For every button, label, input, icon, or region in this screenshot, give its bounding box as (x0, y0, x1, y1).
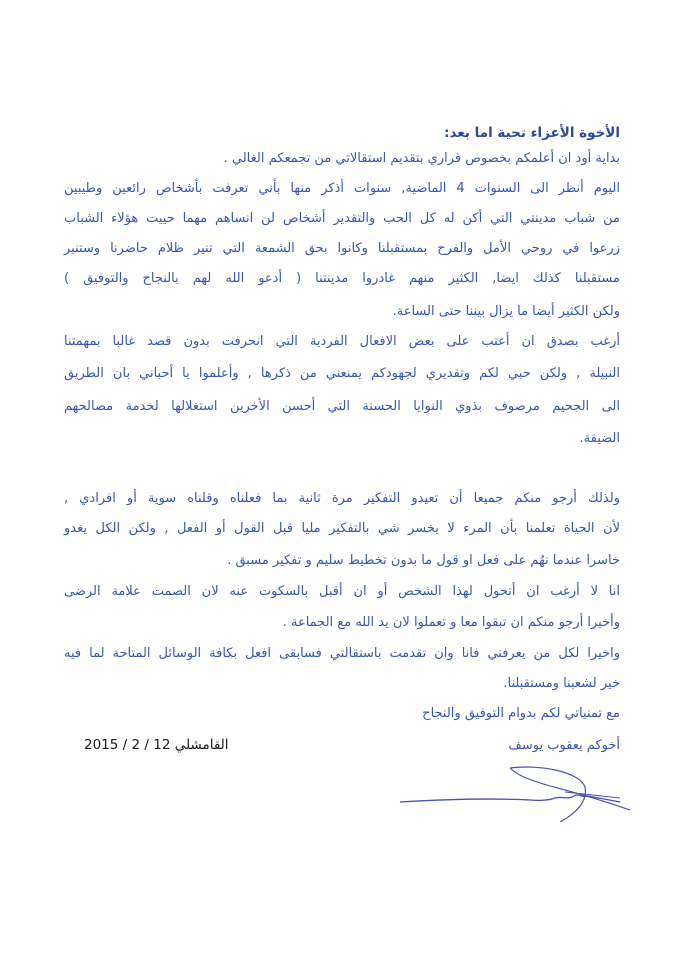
sender-name: أخوكم يعقوب يوسف (508, 738, 620, 753)
letter-line: انا لا أرغب ان أتحول لهذا الشخص أو ان أقبل بالسكوت عنه لان الصمت علامة الرضى (64, 584, 620, 599)
letter-line: الى الجحيم مرصوف بذوي النوايا الحسنة التي أحسن الأخرين استغلالها لخدمة مصالحهم (64, 399, 620, 414)
letter-line: اليوم أنظر الى السنوات 4 الماضية, سنوات أذكر منها بأني تعرفت بأشخاص رائعين وطيبين (64, 181, 620, 196)
letter-line: بداية أود ان أعلمكم بخصوص قراري بتقديم استقالاتي من تجمعكم الغالي . (223, 151, 620, 166)
letter-line: خاسرا عندما نهُم على فعل او قول ما بدون تخطيط سليم و تفكير مسبق . (227, 553, 620, 568)
letter-line: وأخيرا أرجو منكم ان تبقوا معا و تعملوا لان يد الله مع الجماعة . (282, 615, 620, 630)
signature-icon (390, 762, 640, 822)
letter-line: لأن الحياة تعلمنا بأن المرء لا يخسر شي بالتفكير مليا قبل القول أو الفعل , ولكن الكل يغدو (64, 521, 620, 536)
letter-line: ولكن الكثير أيضا ما يزال بيننا حتى الساعة. (392, 304, 620, 319)
letter-greeting: الأخوة الأعزاء تحية اما بعد: (444, 125, 620, 141)
letter-line: خير لشعبنا ومستقبلنا. (503, 676, 620, 691)
letter-line: أرغب بصدق ان أعتب على بعض الافعال الفردية التي انحرفت بدون قصد غالبا بمهمتنا (64, 334, 620, 349)
letter-line: مستقبلنا كذلك ايضا, الكثير منهم غادروا مدينتنا ( أدعو الله لهم بالنجاح والتوفيق ) (64, 271, 620, 286)
letter-line: النبيلة , ولكن حبي لكم وتقديري لجهودكم يمنعني من ذكرها , وأعلموا يا أحباني بان الطريق (64, 366, 620, 381)
letter-line: من شباب مدينتي التي أكن له كل الحب والتقدير أشخاص لن انساهم مهما حييت هؤلاء الشباب (64, 211, 620, 226)
letter-line: واخيرا لكل من يعرفني فانا وان تقدمت باستقالتي فسابقى افعل بكافة الوسائل المتاحة لما فيه (64, 646, 620, 661)
place-date: القامشلي 12 / 2 / 2015 (84, 737, 229, 753)
letter-line: ولذلك أرجو منكم جميعا أن تعيدو التفكير مرة ثانية بما فعلناه وقلناه سوية أو افرادي , (64, 491, 620, 506)
letter-line: زرعوا في روحي الأمل والفرح بمستقبلنا وكانوا بحق الشمعة التي تنير ظلام حاضرنا وستنير (64, 241, 620, 256)
closing-wishes: مع تمنياتي لكم بدوام التوفيق والنجاح (422, 706, 620, 721)
letter-line: الضيقة. (579, 431, 620, 446)
